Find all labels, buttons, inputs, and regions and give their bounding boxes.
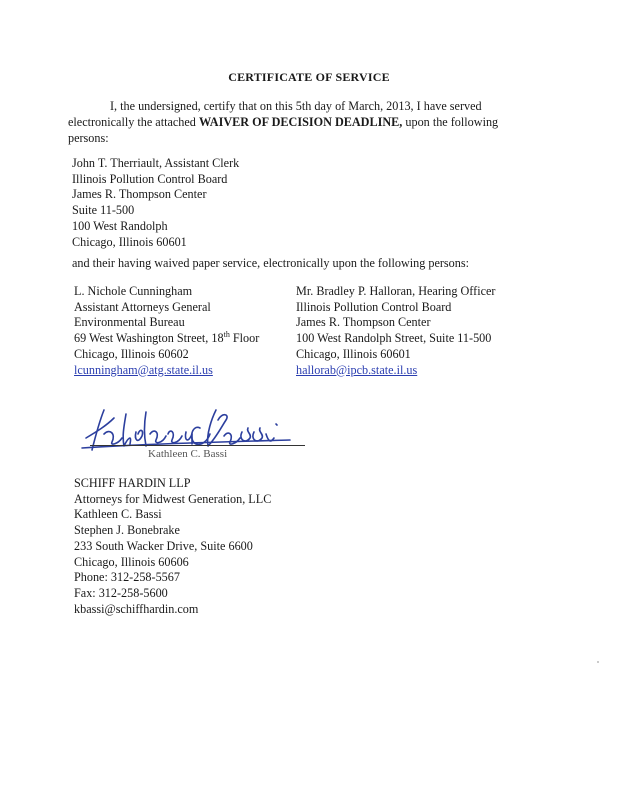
intro-paragraph xyxy=(68,98,538,146)
recipient-name: John T. Therriault, Assistant Clerk xyxy=(72,156,240,170)
recipient-org: Illinois Pollution Control Board xyxy=(72,171,228,186)
sender-fax: Fax: 312-258-5600 xyxy=(74,585,168,600)
sender-block xyxy=(74,476,271,617)
sender-city: Chicago, Illinois 60606 xyxy=(74,554,189,569)
recipient-street: 100 West Randolph Street, Suite 11-500 xyxy=(296,331,492,346)
left-recipient-address xyxy=(74,284,259,378)
attorney-name: Kathleen C. Bassi xyxy=(74,507,162,522)
recipient-street: 100 West Randolph xyxy=(72,218,168,233)
transition-text: and their having waived paper service, electronically upon the following persons: xyxy=(72,256,469,270)
recipient-city: Chicago, Illinois 60601 xyxy=(296,346,411,361)
recipient-email-link[interactable]: lcunningham@atg.state.il.us xyxy=(74,362,213,377)
firm-name: SCHIFF HARDIN LLP xyxy=(74,476,191,490)
recipient-name: L. Nichole Cunningham xyxy=(74,284,193,298)
primary-recipient-address xyxy=(72,156,239,250)
document-name: WAIVER OF DECISION DEADLINE, xyxy=(198,115,403,129)
sender-role: Attorneys for Midwest Generation, LLC xyxy=(74,491,272,506)
recipient-email-link[interactable]: hallorab@ipcb.state.il.us xyxy=(296,362,418,377)
scan-speck xyxy=(597,661,599,663)
recipient-suite: Suite 11-500 xyxy=(72,203,135,218)
recipient-title: Assistant Attorneys General xyxy=(74,299,211,314)
sender-street: 233 South Wacker Drive, Suite 6600 xyxy=(74,538,253,553)
recipient-city: Chicago, Illinois 60601 xyxy=(72,234,187,249)
right-recipient-address xyxy=(296,284,495,378)
ordinal-superscript: th xyxy=(223,330,230,340)
recipient-city: Chicago, Illinois 60602 xyxy=(74,346,189,361)
document-title: CERTIFICATE OF SERVICE xyxy=(228,70,390,84)
recipient-building: James R. Thompson Center xyxy=(296,315,431,330)
recipient-building: James R. Thompson Center xyxy=(72,187,207,202)
intro-text-after: upon the following persons: xyxy=(68,115,499,145)
recipient-org: Illinois Pollution Control Board xyxy=(296,299,452,314)
recipient-street: 69 West Washington Street, 18th Floor xyxy=(74,330,260,346)
intro-text-before: I, the undersigned, certify that on this 5th day of March, 2013, I have served electronically the attached xyxy=(68,99,482,129)
sender-email: kbassi@schiffhardin.com xyxy=(74,601,199,616)
recipient-name: Mr. Bradley P. Halloran, Hearing Officer xyxy=(296,284,496,298)
attorney-name: Stephen J. Bonebrake xyxy=(74,523,180,538)
recipient-org: Environmental Bureau xyxy=(74,315,185,330)
sender-phone: Phone: 312-258-5567 xyxy=(74,570,180,585)
signature-printed-name: Kathleen C. Bassi xyxy=(148,448,228,460)
signature-line xyxy=(90,445,305,446)
